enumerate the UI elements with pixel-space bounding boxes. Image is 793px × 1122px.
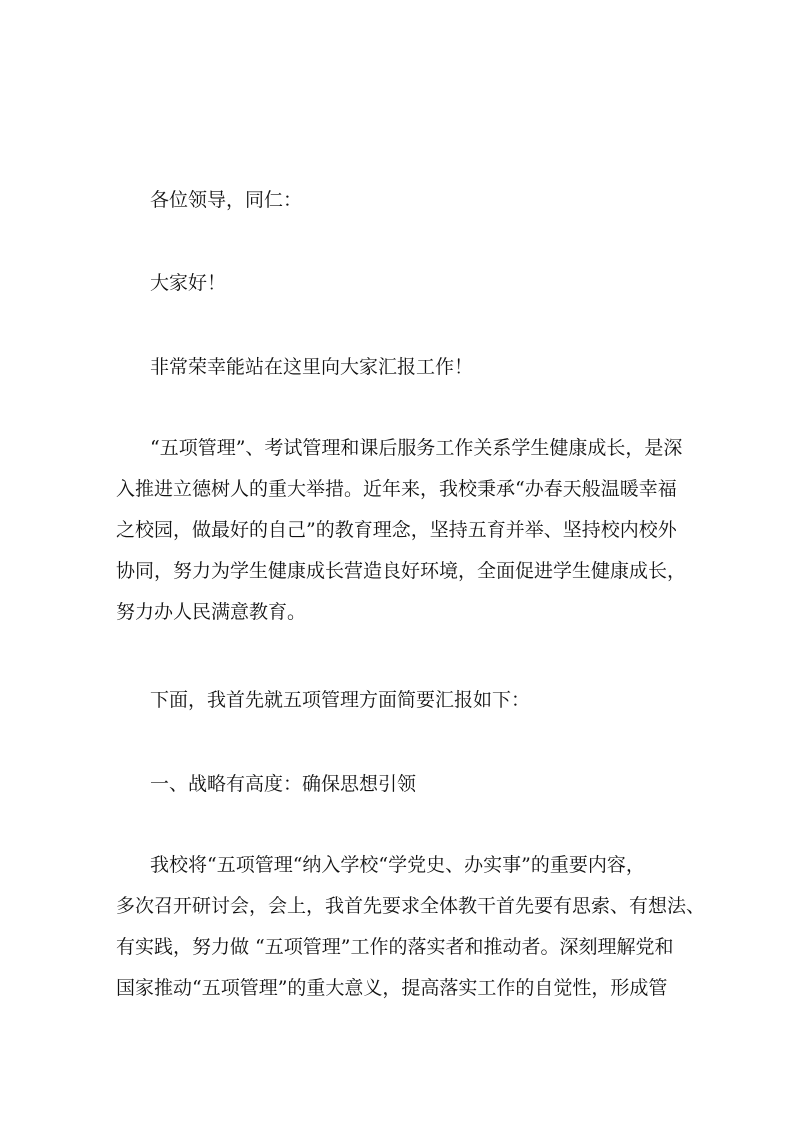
- greeting-line: 各位领导，同仁：: [150, 189, 303, 211]
- paragraph-line: “五项管理”、考试管理和课后服务工作关系学生健康成长，是深: [150, 437, 683, 459]
- paragraph-line: 努力办人民满意教育。: [116, 601, 307, 623]
- paragraph-line: 有实践，努力做 “五项管理”工作的落实者和推动者。深刻理解党和: [116, 936, 674, 958]
- section-heading: 一、战略有高度：确保思想引领: [150, 773, 417, 795]
- paragraph-line: 入推进立德树人的重大举措。近年来，我校秉承“办春天般温暖幸福: [116, 478, 677, 500]
- intro-line: 非常荣幸能站在这里向大家汇报工作！: [150, 356, 474, 378]
- hello-line: 大家好！: [150, 272, 227, 294]
- paragraph-line: 协同，努力为学生健康成长营造良好环境，全面促进学生健康成长，: [116, 560, 687, 582]
- paragraph-line: 我校将“五项管理“纳入学校“学党史、办实事”的重要内容，: [150, 854, 645, 876]
- paragraph-line: 多次召开研讨会，会上，我首先要求全体教干首先要有思索、有想法、: [116, 895, 706, 917]
- transition-line: 下面，我首先就五项管理方面简要汇报如下：: [150, 689, 531, 711]
- paragraph-line: 之校园，做最好的自己”的教育理念，坚持五育并举、坚持校内校外: [116, 519, 677, 541]
- paragraph-line: 国家推动“五项管理”的重大意义，提高落实工作的自觉性，形成管: [116, 977, 668, 999]
